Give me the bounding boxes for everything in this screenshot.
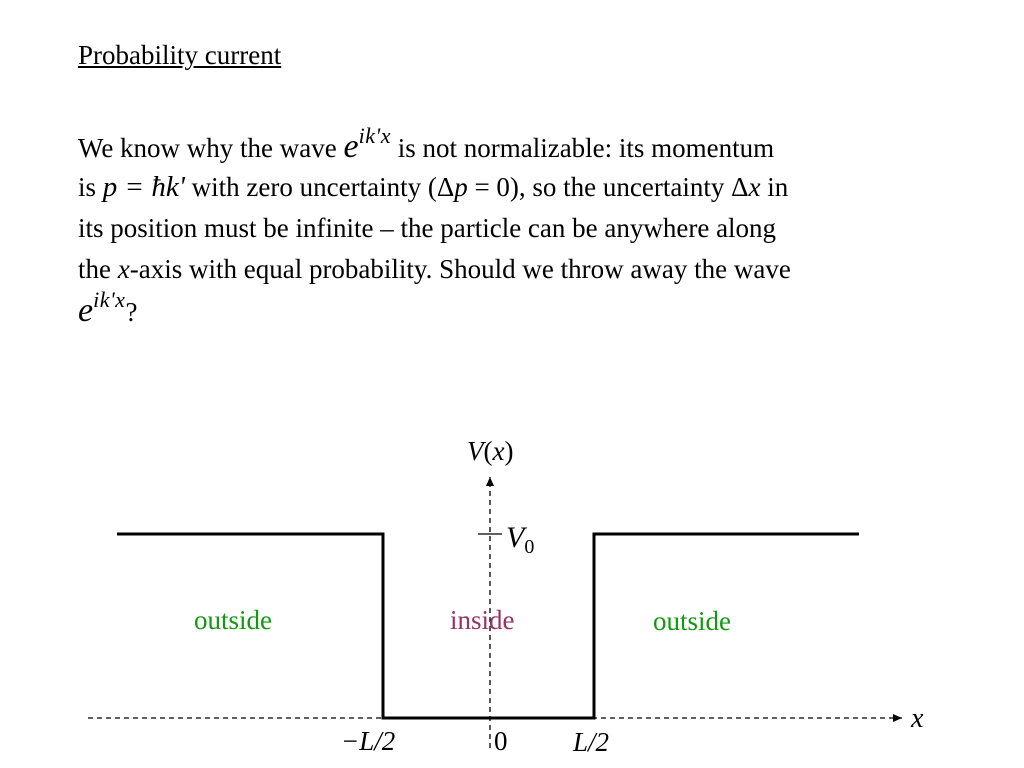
v0-label: $V_0$ <box>506 521 535 558</box>
wave-exponential-base: e <box>343 128 359 165</box>
tick-label-pos-half-L: L/2 <box>573 727 610 757</box>
x-axis-label: x <box>911 703 924 734</box>
text-segment: -axis with equal probability. Should we throw away the wave <box>129 254 791 284</box>
region-label-outside-right: outside <box>653 606 731 636</box>
tick-label-zero: 0 <box>494 726 508 756</box>
momentum-equation: p = ħk' <box>102 171 185 203</box>
text-segment: with zero uncertainty (Δ <box>184 172 455 202</box>
wave-exponential-base: e <box>78 292 94 329</box>
y-axis-label: V(x) <box>467 436 514 466</box>
text-segment: the <box>78 254 118 284</box>
math-variable: x <box>117 254 130 284</box>
text-segment: is not normalizable: its momentum <box>390 133 775 163</box>
slide-title: Probability current <box>78 40 282 70</box>
tick-label-neg-half-L: −L/2 <box>341 726 396 756</box>
text-segment: = 0), so the uncertainty Δ <box>467 172 749 202</box>
math-variable: x <box>748 172 761 202</box>
region-label-inside: inside <box>450 605 515 635</box>
paragraph-line-3: its position must be infinite – the particle can be anywhere along <box>78 213 777 243</box>
text-segment: is <box>78 172 103 202</box>
wave-exponential-power: ik'x <box>358 123 391 148</box>
region-label-outside-left: outside <box>194 605 272 635</box>
text-segment: in <box>760 172 789 202</box>
math-variable: p <box>454 172 468 202</box>
text-segment: We know why the wave <box>78 133 344 163</box>
wave-exponential-power: ik'x <box>93 287 126 312</box>
text-segment: ? <box>125 297 138 327</box>
